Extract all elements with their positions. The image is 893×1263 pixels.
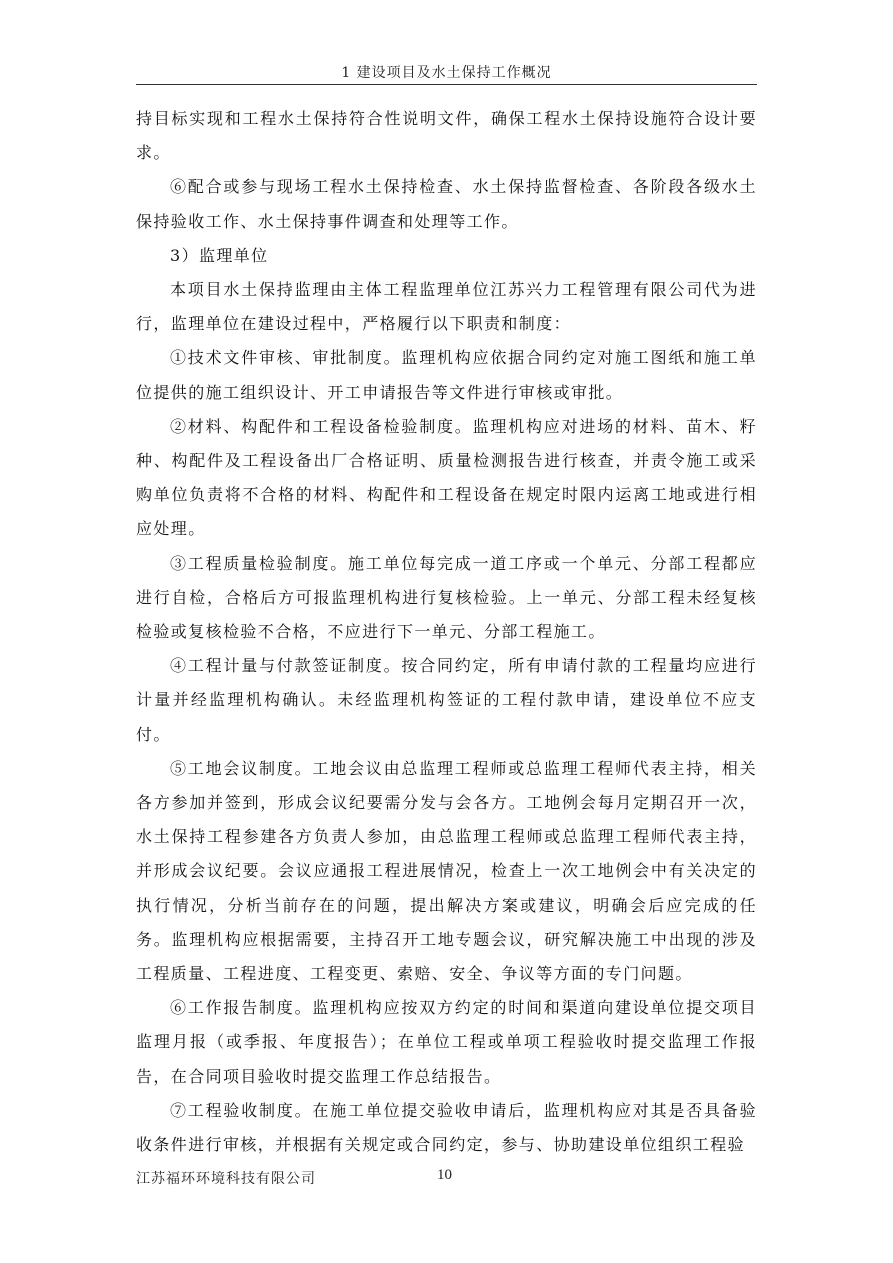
body-text bbox=[136, 102, 757, 1162]
paragraph: ⑤工地会议制度。工地会议由总监理工程师或总监理工程师代表主持，相关各方参加并签到，形成会议纪要需分发与会各方。工地例会每月定期召开一次，水土保持工程参建各方负责人参加，由总监理工程师或总监理工程师代表主持，并形成会议纪要。会议应通报工程进展情况，检查上一次工地例会中有关决定的执行情况，分析当前存在的问题，提出解决方案或建议，明确会后应完成的任务。监理机构应根据需要，主持召开工地专题会议，研究解决施工中出现的涉及工程质量、工程进度、工程变更、索赔、安全、争议等方面的专门问题。 bbox=[136, 758, 757, 984]
paragraph: ④工程计量与付款签证制度。按合同约定，所有申请付款的工程量均应进行计量并经监理机构确认。未经监理机构签证的工程付款申请，建设单位不应支付。 bbox=[136, 656, 757, 744]
paragraph: 本项目水土保持监理由主体工程监理单位江苏兴力工程管理有限公司代为进行，监理单位在建设过程中，严格履行以下职责和制度： bbox=[136, 280, 757, 334]
paragraph: ⑦工程验收制度。在施工单位提交验收申请后，监理机构应对其是否具备验收条件进行审核，并根据有关规定或合同约定，参与、协助建设单位组织工程验 bbox=[136, 1100, 757, 1155]
page-number: 10 bbox=[437, 1167, 452, 1183]
paragraph: ⑥工作报告制度。监理机构应按双方约定的时间和渠道向建设单位提交项目监理月报（或季报、年度报告）；在单位工程或单项工程验收时提交监理工作报告，在合同项目验收时提交监理工作总结报告。 bbox=[136, 998, 757, 1086]
paragraph: ②材料、构配件和工程设备检验制度。监理机构应对进场的材料、苗木、籽种、构配件及工程设备出厂合格证明、质量检测报告进行核查，并责令施工或采购单位负责将不合格的材料、构配件和工程设备在规定时限内运离工地或进行相应处理。 bbox=[136, 416, 757, 539]
paragraph: 持目标实现和工程水土保持符合性说明文件，确保工程水土保持设施符合设计要求。 bbox=[136, 109, 757, 163]
paragraph: ③工程质量检验制度。施工单位每完成一道工序或一个单元、分部工程都应进行自检，合格后方可报监理机构进行复核检验。上一单元、分部工程未经复核检验或复核检验不合格，不应进行下一单元、分部工程施工。 bbox=[136, 553, 757, 642]
footer-company-name: 江苏福环环境科技有限公司 bbox=[136, 1171, 316, 1187]
section-heading: 3）监理单位 bbox=[170, 245, 269, 265]
paragraph: ①技术文件审核、审批制度。监理机构应依据合同约定对施工图纸和施工单位提供的施工组织设计、开工申请报告等文件进行审核或审批。 bbox=[136, 348, 757, 402]
running-header: 1 建设项目及水土保持工作概况 bbox=[341, 65, 552, 81]
header-divider bbox=[136, 84, 757, 85]
paragraph: ⑥配合或参与现场工程水土保持检查、水土保持监督检查、各阶段各级水土保持验收工作、水土保持事件调查和处理等工作。 bbox=[136, 177, 757, 231]
